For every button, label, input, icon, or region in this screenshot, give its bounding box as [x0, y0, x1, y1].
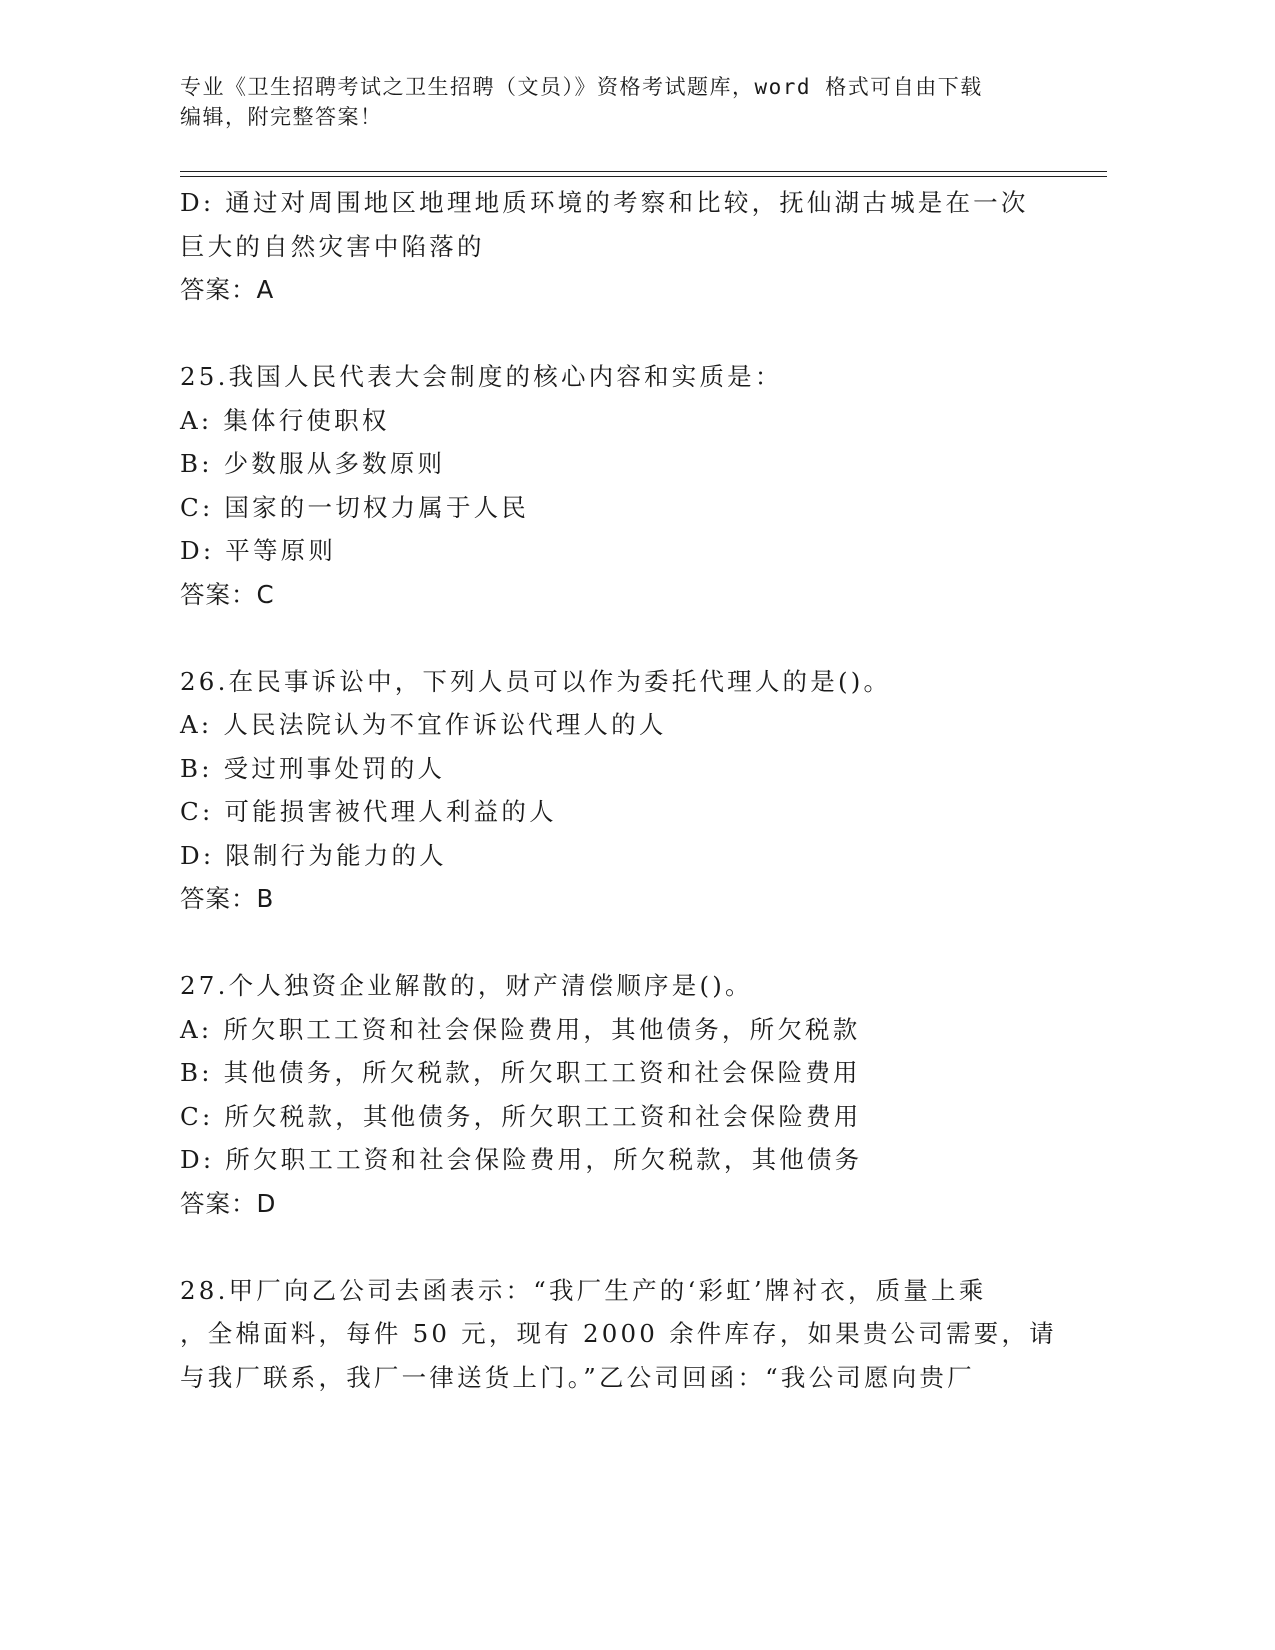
question-stem: 25.我国人民代表大会制度的核心内容和实质是：	[180, 362, 783, 391]
spacer	[180, 921, 1100, 965]
option-b: B: 受过刑事处罚的人	[180, 753, 446, 783]
option-a: A: 集体行使职权	[180, 405, 390, 435]
answer-26: 答案：B	[180, 884, 275, 913]
option-d-line-2: 巨大的自然灾害中陷落的	[180, 231, 485, 261]
spacer	[180, 1225, 1100, 1269]
header-line-2: 编辑，附完整答案！	[180, 105, 383, 129]
option-b: B: 少数服从多数原则	[180, 449, 446, 478]
question-28	[180, 1269, 1100, 1400]
document-header	[180, 72, 1100, 132]
header-line-1: 专业《卫生招聘考试之卫生招聘（文员）》资格考试题库，word 格式可自由下载	[180, 75, 983, 99]
option-a: A: 所欠职工工资和社会保险费用，其他债务，所欠税款	[180, 1014, 861, 1044]
question-stem-line-3: 与我厂联系，我厂一律送货上门。”乙公司回函：“我公司愿向贵厂	[180, 1362, 975, 1392]
answer-24: 答案：A	[180, 275, 275, 304]
spacer	[180, 312, 1100, 356]
question-stem-line-2: ，全棉面料，每件 50 元，现有 2000 余件库存，如果贵公司需要，请	[180, 1319, 1057, 1348]
header-divider-bottom	[180, 176, 1107, 177]
answer-25: 答案：C	[180, 579, 275, 609]
header-divider-top	[180, 171, 1107, 172]
option-c: C: 所欠税款，其他债务，所欠职工工资和社会保险费用	[180, 1101, 862, 1131]
question-26	[180, 660, 1100, 921]
spacer	[180, 616, 1100, 660]
option-c: C: 国家的一切权力属于人民	[180, 492, 530, 522]
question-stem: 27.个人独资企业解散的，财产清偿顺序是()。	[180, 971, 753, 1000]
question-stem: 26.在民事诉讼中，下列人员可以作为委托代理人的是()。	[180, 666, 892, 696]
option-d: D: 平等原则	[180, 536, 337, 565]
option-d: D: 所欠职工工资和社会保险费用，所欠税款，其他债务	[180, 1145, 863, 1174]
question-24-tail	[180, 181, 1100, 312]
option-d-line-1: D: 通过对周围地区地理地质环境的考察和比较，抚仙湖古城是在一次	[180, 188, 1029, 217]
option-d: D: 限制行为能力的人	[180, 840, 447, 870]
document-body	[180, 181, 1100, 1399]
question-25	[180, 355, 1100, 616]
option-c: C: 可能损害被代理人利益的人	[180, 797, 557, 826]
option-b: B: 其他债务，所欠税款，所欠职工工资和社会保险费用	[180, 1058, 861, 1087]
option-a: A: 人民法院认为不宜作诉讼代理人的人	[180, 710, 667, 739]
question-27	[180, 964, 1100, 1225]
question-stem-line-1: 28.甲厂向乙公司去函表示：“我厂生产的‘彩虹’牌衬衣，质量上乘	[180, 1275, 987, 1305]
answer-27: 答案：D	[180, 1188, 277, 1218]
